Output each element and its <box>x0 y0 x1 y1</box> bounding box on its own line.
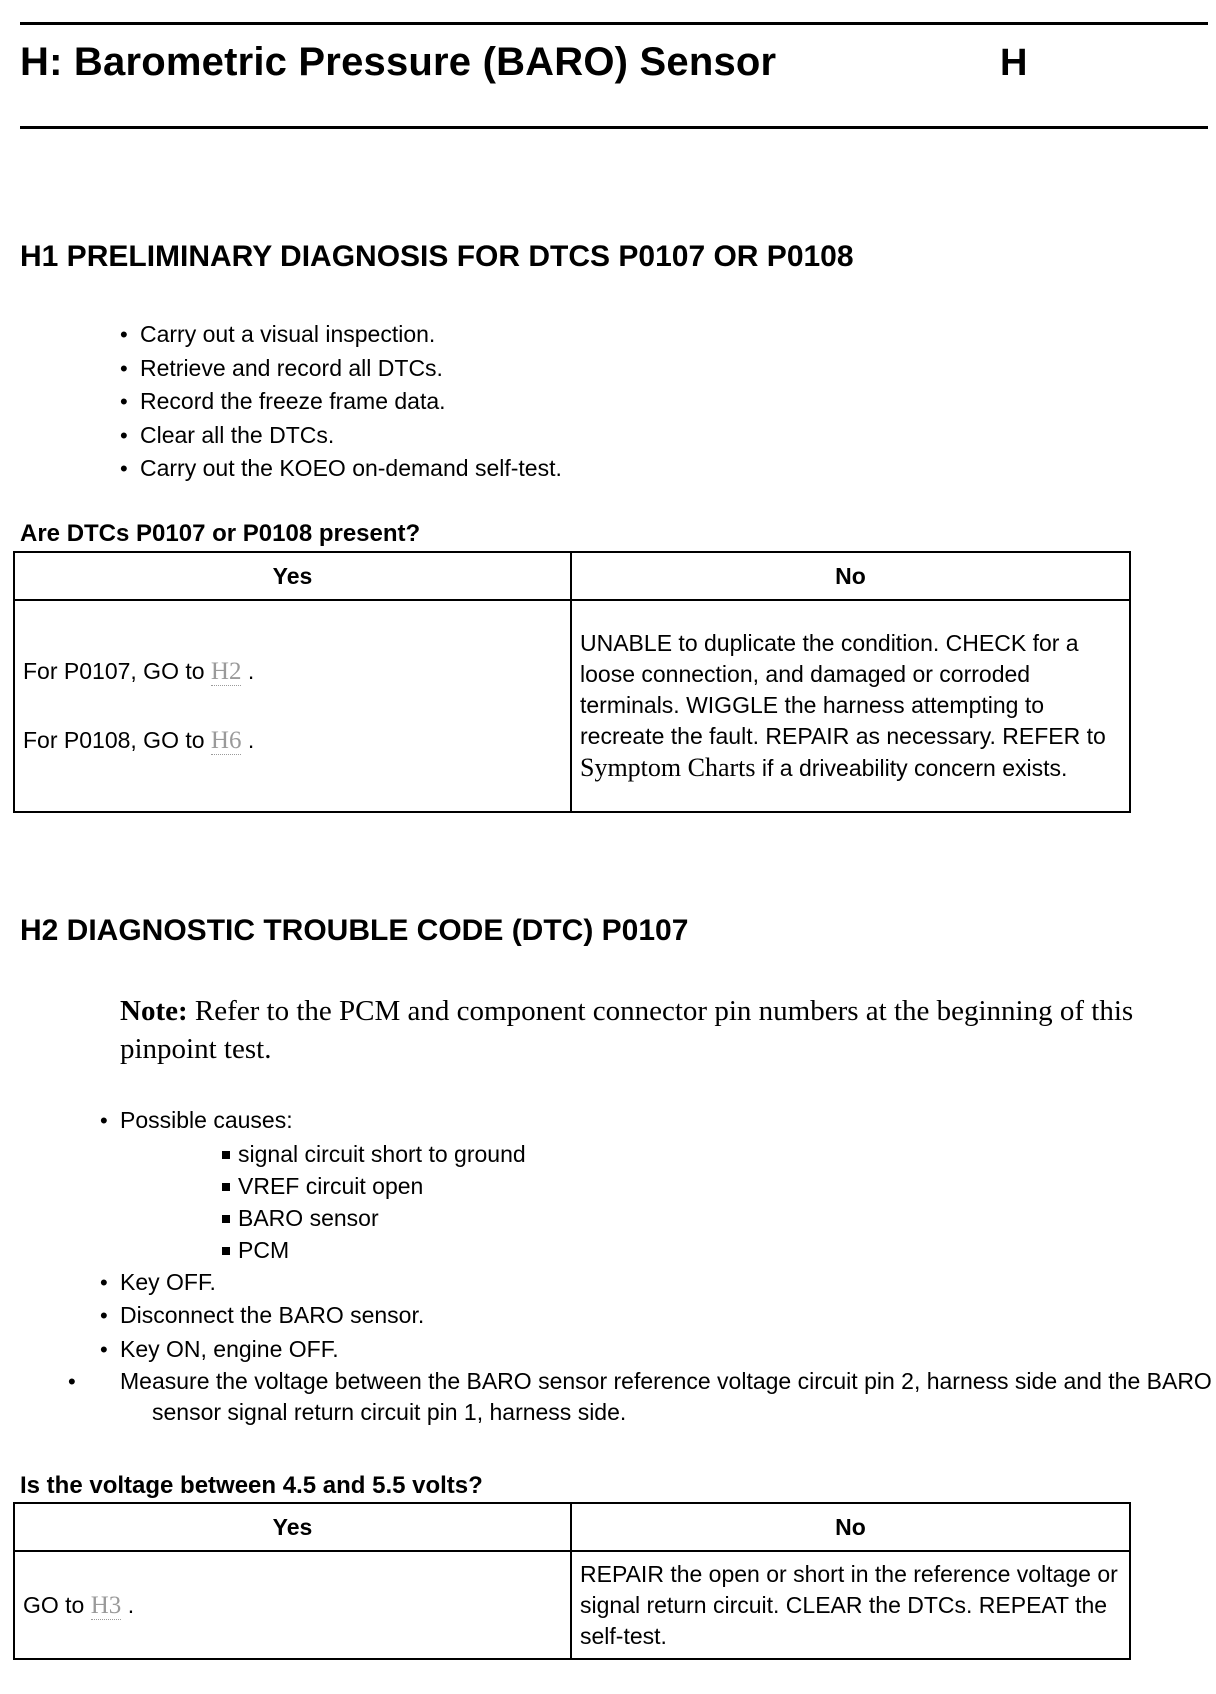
list-item: • Key ON, engine OFF. <box>100 1333 1216 1367</box>
h1-no-cell <box>571 600 1130 812</box>
list-item: signal circuit short to ground <box>220 1138 1216 1170</box>
h2-yes-cell <box>14 1551 571 1659</box>
link-symptom-charts[interactable]: Symptom Charts <box>580 753 756 782</box>
h1-no-text: UNABLE to duplicate the condition. CHECK for a loose connection, and damaged or corroded terminals. WIGGLE the harness attempting to recreate the fault. REPAIR as necessary. REFER to <box>580 630 1106 749</box>
h2-no-cell: REPAIR the open or short in the reference voltage or signal return circuit. CLEAR the DTCs. REPEAT the self-test. <box>571 1551 1130 1659</box>
note-text: Refer to the PCM and component connector pin numbers at the beginning of this pinpoint test. <box>120 995 1134 1065</box>
h1-title: H1 PRELIMINARY DIAGNOSIS FOR DTCS P0107 OR P0108 <box>20 240 854 273</box>
period: . <box>247 658 255 684</box>
h2-question: Is the voltage between 4.5 and 5.5 volts? <box>20 1472 483 1499</box>
h1-question: Are DTCs P0107 or P0108 present? <box>20 520 421 547</box>
list-item: • Carry out the KOEO on-demand self-test. <box>120 452 562 486</box>
page-title: H: Barometric Pressure (BARO) Sensor <box>20 40 777 84</box>
h1-decision-table <box>13 551 1131 813</box>
note <box>120 992 1200 1068</box>
h1-yes-cell <box>14 600 571 812</box>
list-item: PCM <box>220 1234 1216 1266</box>
period: . <box>247 727 255 753</box>
list-item: • Retrieve and record all DTCs. <box>120 352 562 386</box>
list-item: • Carry out a visual inspection. <box>120 318 562 352</box>
header-bottom-rule <box>20 126 1208 129</box>
list-item: • Measure the voltage between the BARO sensor reference voltage circuit pin 2, harness side and the BARO sensor signal return circuit pin 1, harness side. <box>100 1366 1216 1428</box>
h1-no-text-end: if a driveability concern exists. <box>761 755 1068 781</box>
h2-step-list <box>100 1104 1216 1428</box>
list-item: • Disconnect the BARO sensor. <box>100 1299 1216 1333</box>
header-top-rule <box>20 22 1208 25</box>
yes-header: Yes <box>14 552 571 600</box>
h2-title: H2 DIAGNOSTIC TROUBLE CODE (DTC) P0107 <box>20 914 689 947</box>
list-item: BARO sensor <box>220 1202 1216 1234</box>
no-header: No <box>571 552 1130 600</box>
link-h6[interactable]: H6 <box>210 727 242 754</box>
causes-list <box>120 1138 1216 1266</box>
list-item <box>100 1104 1216 1266</box>
yes-header: Yes <box>14 1503 571 1551</box>
causes-label: Possible causes: <box>120 1107 293 1133</box>
period: . <box>127 1591 135 1618</box>
list-item: • Record the freeze frame data. <box>120 385 562 419</box>
no-header: No <box>571 1503 1130 1551</box>
h1-yes-line1: For P0107, GO to <box>23 658 205 684</box>
list-item: VREF circuit open <box>220 1170 1216 1202</box>
section-code: H <box>1000 42 1028 84</box>
h1-step-list <box>120 318 562 486</box>
h1-yes-line2: For P0108, GO to <box>23 727 205 753</box>
note-label: Note: <box>120 995 188 1027</box>
list-item: • Clear all the DTCs. <box>120 419 562 453</box>
list-item: • Key OFF. <box>100 1266 1216 1300</box>
link-h3[interactable]: H3 <box>90 1591 122 1619</box>
h2-yes-text: GO to <box>23 1591 85 1618</box>
link-h2[interactable]: H2 <box>210 658 242 685</box>
h2-decision-table <box>13 1502 1131 1660</box>
